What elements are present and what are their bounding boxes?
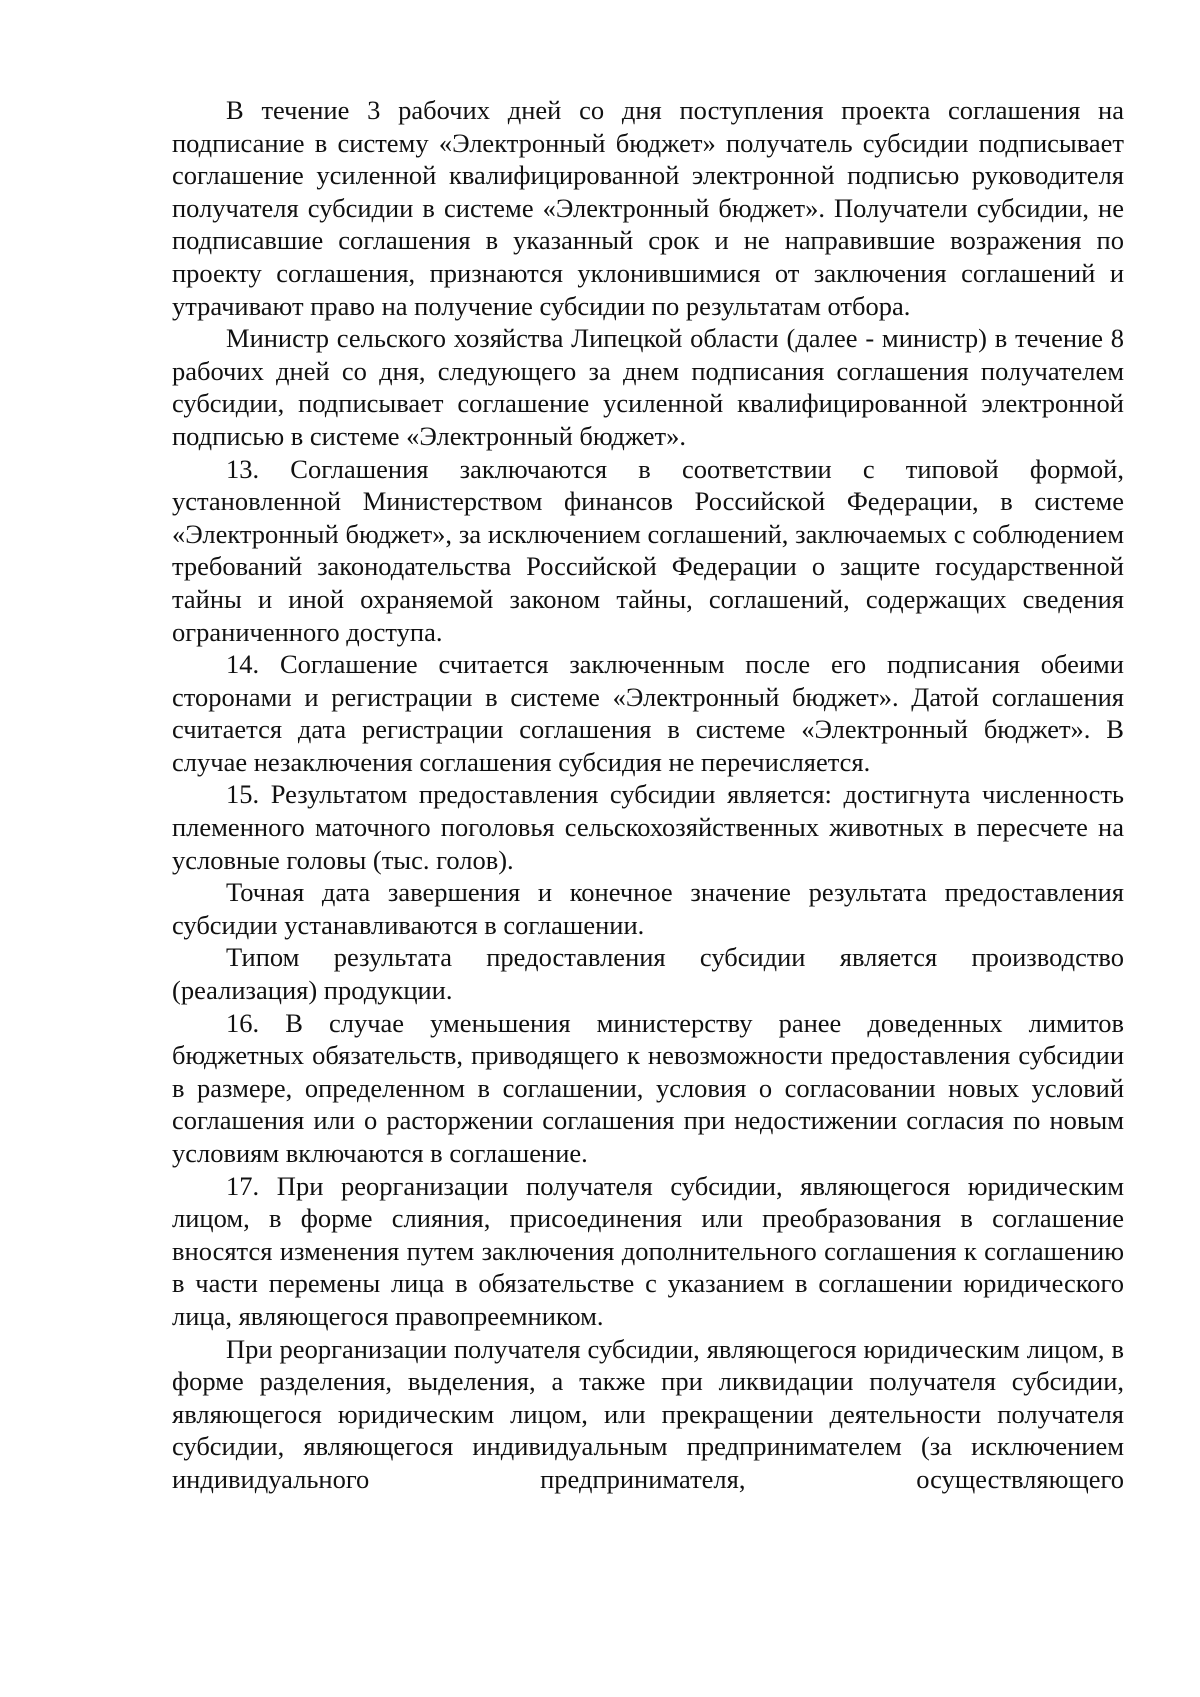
paragraph-16: 16. В случае уменьшения министерству ранее доведенных лимитов бюджетных обязательств, приводящего к невозможности предоставления субсидии в размере, определенном в соглашении, условия о согласовании новых условий соглашения или о расторжении соглашения при недостижении согласия по новым условиям включаются в соглашение. bbox=[172, 1007, 1124, 1168]
paragraph-signing-deadline: В течение 3 рабочих дней со дня поступления проекта соглашения на подписание в систему «Электронный бюджет» получатель субсидии подписывает соглашение усиленной квалифицированной электронной подписью руководителя получателя субсидии в системе «Электронный бюджет». Получатели субсидии, не подписавшие соглашения в указанный срок и не направившие возражения по проекту соглашения, признаются уклонившимися от заключения соглашений и утрачивают право на получение субсидии по результатам отбора. bbox=[172, 95, 1124, 321]
paragraph-result-date: Точная дата завершения и конечное значение результата предоставления субсидии устанавливаются в соглашении. bbox=[172, 877, 1124, 940]
paragraph-14: 14. Соглашение считается заключенным после его подписания обеими сторонами и регистрации в системе «Электронный бюджет». Датой соглашения считается дата регистрации соглашения в системе «Электронный бюджет». В случае незаключения соглашения субсидия не перечисляется. bbox=[172, 649, 1124, 777]
paragraph-minister-signing: Министр сельского хозяйства Липецкой области (далее - министр) в течение 8 рабочих дней со дня, следующего за днем подписания соглашения получателем субсидии, подписывает соглашение усиленной квалифицированной электронной подписью в системе «Электронный бюджет». bbox=[172, 323, 1124, 451]
paragraph-13: 13. Соглашения заключаются в соответствии с типовой формой, установленной Министерством финансов Российской Федерации, в системе «Электронный бюджет», за исключением соглашений, заключаемых с соблюдением требований законодательства Российской Федерации о защите государственной тайны и иной охраняемой законом тайны, соглашений, содержащих сведения ограниченного доступа. bbox=[172, 453, 1124, 647]
paragraph-result-type: Типом результата предоставления субсидии является производство (реализация) продукции. bbox=[172, 942, 1124, 1006]
paragraph-15: 15. Результатом предоставления субсидии является: достигнута численность племенного маточного поголовья сельскохозяйственных животных в пересчете на условные головы (тыс. голов). bbox=[172, 779, 1124, 875]
paragraph-reorganization: При реорганизации получателя субсидии, являющегося юридическим лицом, в форме разделения, выделения, а также при ликвидации получателя субсидии, являющегося юридическим лицом, или прекращении деятельности получателя субсидии, являющегося индивидуальным предпринимателем (за исключением индивидуального предпринимателя, осуществляющего bbox=[172, 1333, 1124, 1494]
document-page bbox=[172, 94, 1124, 1496]
paragraph-17: 17. При реорганизации получателя субсидии, являющегося юридическим лицом, в форме слияния, присоединения или преобразования в соглашение вносятся изменения путем заключения дополнительного соглашения к соглашению в части перемены лица в обязательстве с указанием в соглашении юридического лица, являющегося правопреемником. bbox=[172, 1170, 1124, 1331]
